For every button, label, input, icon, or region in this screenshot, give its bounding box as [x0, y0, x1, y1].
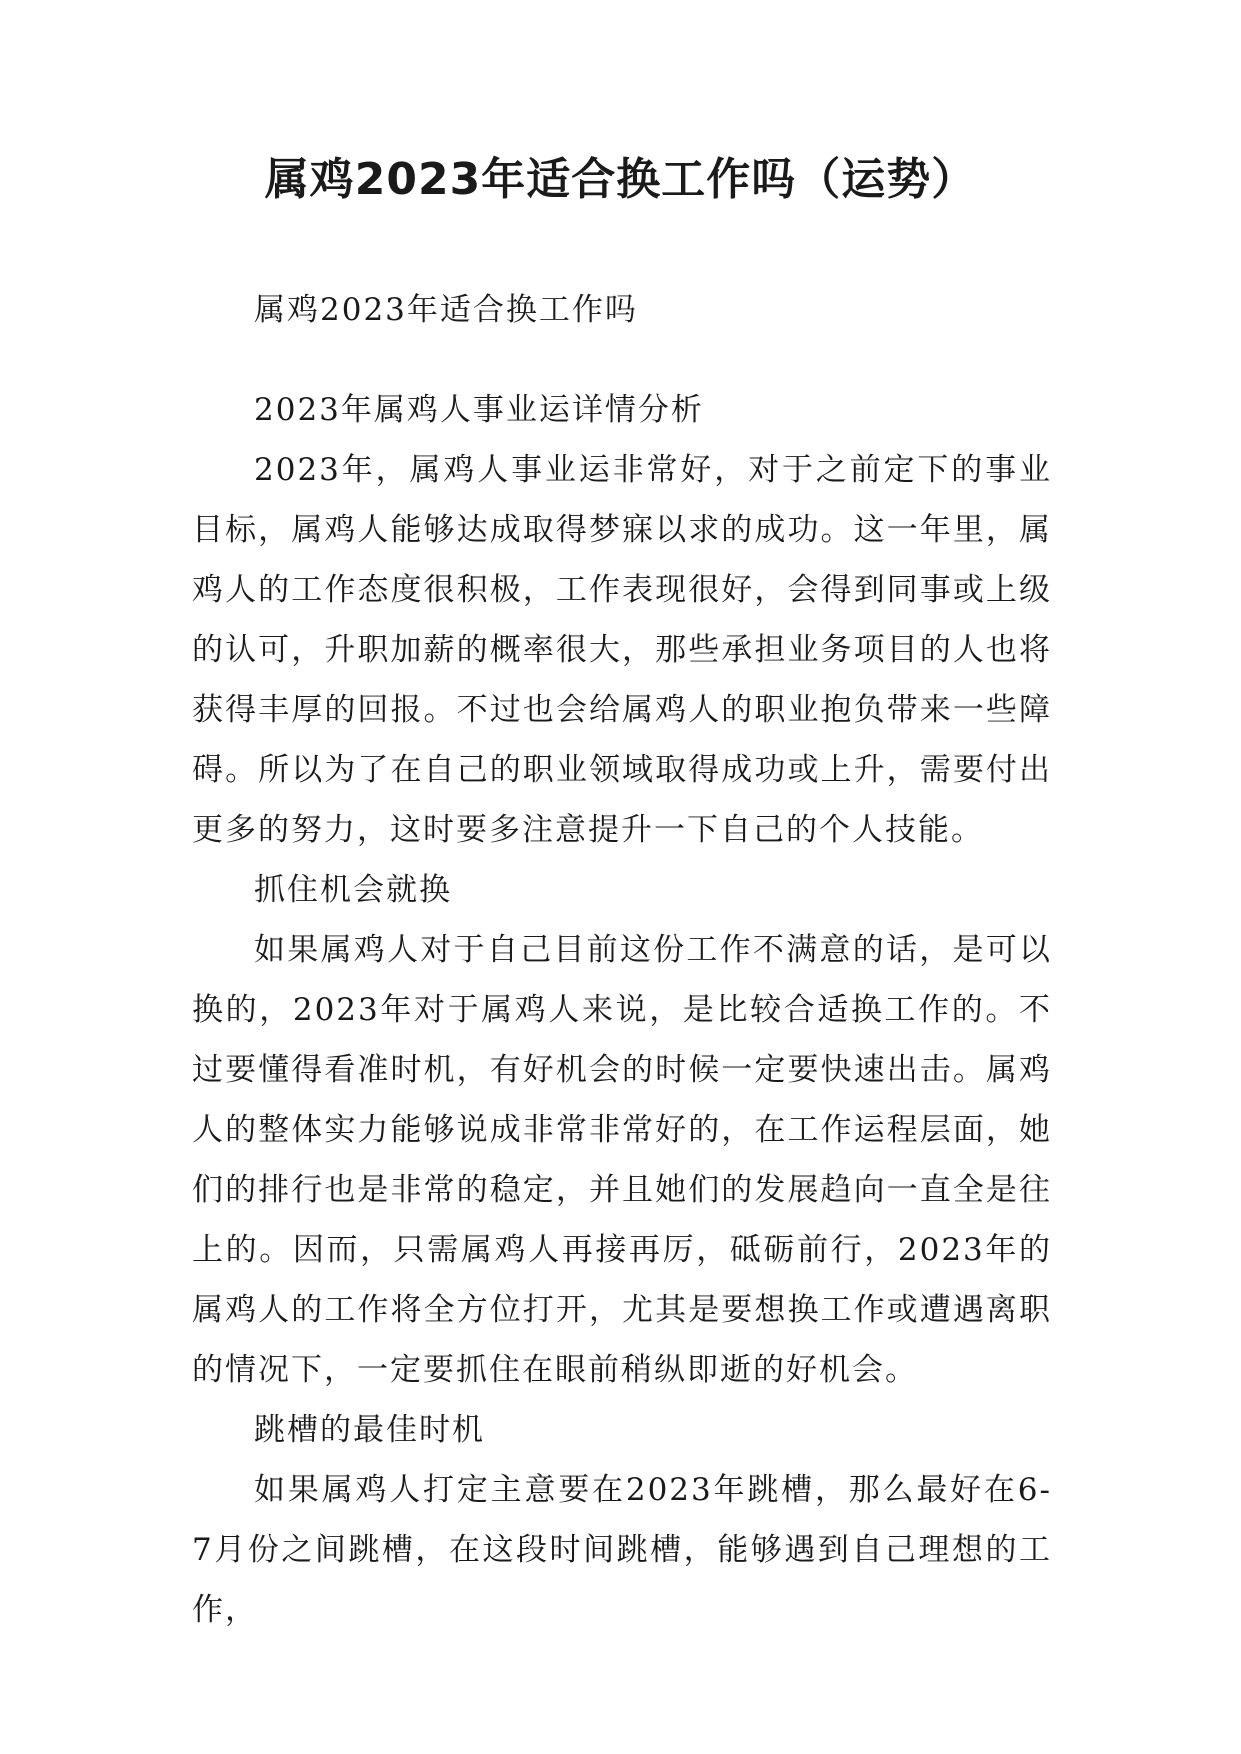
section-heading-career-analysis: 2023年属鸡人事业运详情分析	[254, 392, 704, 428]
document-body	[192, 280, 1052, 1640]
document-title: 属鸡2023年适合换工作吗（运势）	[264, 154, 977, 205]
paragraph-seize-opportunity: 如果属鸡人对于自己目前这份工作不满意的话，是可以换的，2023年对于属鸡人来说，是比较合适换工作的。不过要懂得看准时机，有好机会的时候一定要快速出击。属鸡人的整体实力能够说成非常非常好的，在工作运程层面，她们的排行也是非常的稳定，并且她们的发展趋向一直全是往上的。因而，只需属鸡人再接再厉，砥砺前行，2023年的属鸡人的工作将全方位打开，尤其是要想换工作或遭遇离职的情况下，一定要抓住在眼前稍纵即逝的好机会。	[192, 932, 1052, 1388]
section-heading-seize-opportunity: 抓住机会就换	[254, 872, 452, 908]
section-heading-best-timing: 跳槽的最佳时机	[254, 1412, 485, 1448]
spacer	[192, 340, 1052, 380]
subtitle: 属鸡2023年适合换工作吗	[254, 292, 638, 328]
paragraph-best-timing: 如果属鸡人打定主意要在2023年跳槽，那么最好在6-7月份之间跳槽，在这段时间跳槽，能够遇到自己理想的工作，	[192, 1472, 1052, 1628]
paragraph-career-analysis: 2023年，属鸡人事业运非常好，对于之前定下的事业目标，属鸡人能够达成取得梦寐以求的成功。这一年里，属鸡人的工作态度很积极，工作表现很好，会得到同事或上级的认可，升职加薪的概率很大，那些承担业务项目的人也将获得丰厚的回报。不过也会给属鸡人的职业抱负带来一些障碍。所以为了在自己的职业领域取得成功或上升，需要付出更多的努力，这时要多注意提升一下自己的个人技能。	[192, 452, 1052, 848]
